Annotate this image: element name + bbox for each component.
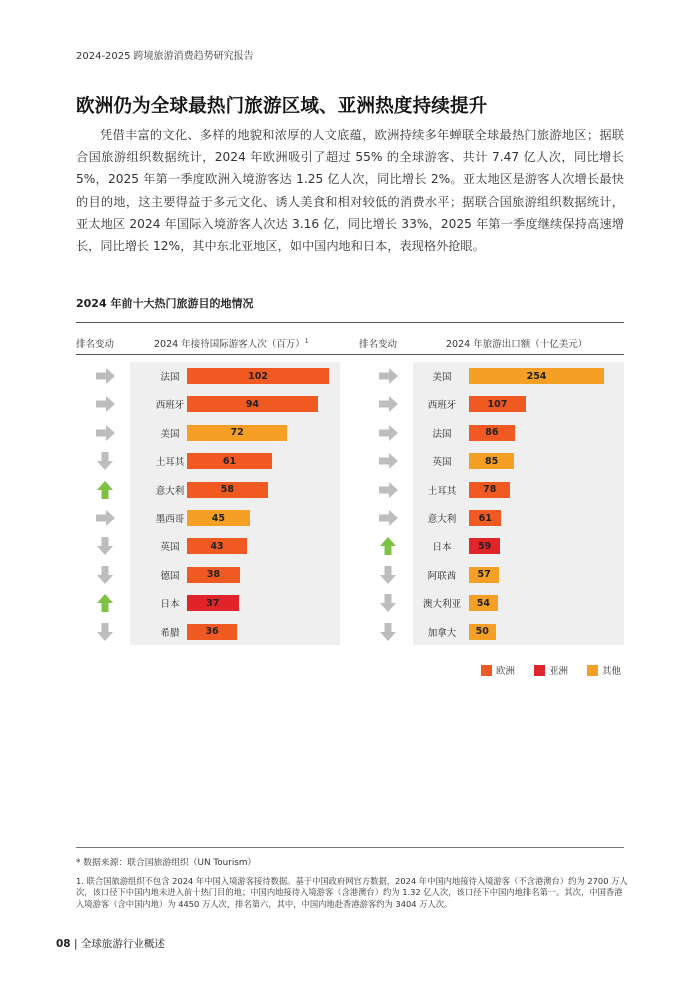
- left-bar: 37: [187, 595, 239, 611]
- legend-label-other: 其他: [602, 666, 622, 677]
- left-category-label: 法国: [160, 372, 180, 383]
- left-category-label: 英国: [160, 542, 180, 554]
- left-bar: 43: [187, 538, 247, 554]
- right-bar: 85: [469, 453, 514, 469]
- left-rank-header: 排名变动: [76, 339, 115, 350]
- right-bar: 54: [469, 595, 498, 611]
- legend-label-europe: 欧洲: [496, 666, 516, 677]
- right-bar: 78: [469, 482, 510, 498]
- footnote-rule: [76, 847, 624, 848]
- left-bar: 45: [187, 510, 250, 526]
- right-category-label: 美国: [432, 372, 452, 383]
- right-category-label: 土耳其: [427, 485, 457, 497]
- left-rank-change-flat-icon: [94, 366, 116, 386]
- right-bar: 254: [469, 368, 604, 384]
- left-rank-change-down-icon: [94, 451, 116, 471]
- right-rank-change-flat-icon: [377, 423, 399, 443]
- legend-label-asia: 亚洲: [549, 666, 569, 677]
- left-rank-change-flat-icon: [94, 508, 116, 528]
- left-rank-change-down-icon: [94, 536, 116, 556]
- left-category-label: 西班牙: [155, 400, 185, 412]
- legend-swatch-asia: [534, 665, 545, 676]
- right-category-label: 法国: [432, 428, 452, 440]
- right-category-label: 日本: [432, 542, 452, 554]
- footnote: 1. 联合国旅游组织不包含 2024 年中国入境游客接待数据。基于中国政府网官方数据，2024 年中国内地接待入境游客（不含港澳台）约为 2700 万人次，该口径下中国内地未进入前十热门目的地；中国内地接待入境游客（含港澳台）约为 1.32 亿人次，该口径下中国内地排名第一。其次，中国香港入境游客（含中国内地）为 4450 万人次，排名第六，其中，中国内地赴香港游客约为 3404 万人次。: [76, 876, 628, 909]
- left-category-label: 美国: [160, 428, 180, 440]
- left-rank-change-up-icon: [94, 593, 116, 613]
- right-category-label: 西班牙: [427, 400, 457, 412]
- right-chart-title: 2024 年旅游出口额（十亿美元）: [446, 339, 588, 350]
- left-rank-change-down-icon: [94, 565, 116, 585]
- page-number: 08: [56, 938, 71, 950]
- right-rank-change-flat-icon: [377, 480, 399, 500]
- left-bar: 36: [187, 624, 237, 640]
- data-source: * 数据来源：联合国旅游组织（UN Tourism）: [76, 858, 257, 868]
- page-footer: [56, 936, 165, 951]
- left-chart-title: 2024 年接待国际游客人次（百万）$^1$: [154, 337, 309, 350]
- footer-divider: |: [73, 938, 81, 950]
- left-rank-change-up-icon: [94, 480, 116, 500]
- body-paragraph: 凭借丰富的文化、多样的地貌和浓厚的人文底蕴，欧洲持续多年蝉联全球最热门旅游地区；据联合国旅游组织数据统计，2024 年欧洲吸引了超过 55% 的全球游客、共计 7.47 亿人次，同比增长 5%，2025 年第一季度欧洲入境游客达 1.25 亿人次，同比增长 2%。亚太地区是游客人次增长最快的目的地，这主要得益于多元文化、诱人美食和相对较低的消费水平；据联合国旅游组织数据统计，亚太地区 2024 年国际入境游客人次达 3.16 亿，同比增长 33%，2025 年第一季度继续保持高速增长，同比增长 12%，其中东北亚地区，如中国内地和日本，表现格外抢眼。: [76, 128, 624, 254]
- right-category-label: 英国: [432, 457, 452, 469]
- left-rank-change-down-icon: [94, 622, 116, 642]
- left-category-label: 土耳其: [155, 457, 185, 469]
- right-bar: 57: [469, 567, 499, 583]
- right-bar: 50: [469, 624, 496, 640]
- left-bar: 61: [187, 453, 272, 469]
- left-bar: 94: [187, 396, 318, 412]
- right-category-label: 意大利: [427, 514, 457, 525]
- left-category-label: 希腊: [160, 627, 180, 639]
- right-category-label: 加拿大: [427, 627, 457, 639]
- figure-title: 2024 年前十大热门旅游目的地情况: [76, 297, 254, 310]
- right-bar: 107: [469, 396, 526, 412]
- right-category-label: 阿联酋: [427, 570, 457, 582]
- legend-swatch-europe: [481, 665, 492, 676]
- legend-other: [587, 663, 621, 677]
- left-category-label: 墨西哥: [155, 514, 185, 525]
- right-bar: 61: [469, 510, 501, 526]
- right-rank-header: 排名变动: [359, 339, 398, 350]
- footer-section: 全球旅游行业概述: [80, 938, 165, 950]
- right-category-label: 澳大利亚: [422, 599, 461, 611]
- left-rank-change-flat-icon: [94, 423, 116, 443]
- right-rank-change-flat-icon: [377, 508, 399, 528]
- right-bar: 59: [469, 538, 500, 554]
- right-bar: 86: [469, 425, 515, 441]
- left-bar: 38: [187, 567, 240, 583]
- figure-top-rule: [76, 322, 624, 323]
- right-rank-change-up-icon: [377, 536, 399, 556]
- right-rank-change-down-icon: [377, 593, 399, 613]
- legend-europe: [481, 663, 515, 677]
- right-rank-change-flat-icon: [377, 394, 399, 414]
- report-header: 2024-2025 跨境旅游消费趋势研究报告: [76, 51, 254, 62]
- left-category-label: 意大利: [155, 485, 185, 497]
- left-category-label: 德国: [160, 570, 180, 582]
- left-bar: 72: [187, 425, 287, 441]
- section-title: 欧洲仍为全球最热门旅游区域、亚洲热度持续提升: [76, 96, 488, 117]
- right-rank-change-flat-icon: [377, 451, 399, 471]
- left-category-label: 日本: [160, 599, 180, 611]
- left-bar: 102: [187, 368, 329, 384]
- right-rank-change-down-icon: [377, 565, 399, 585]
- right-rank-change-down-icon: [377, 622, 399, 642]
- legend-asia: [534, 663, 568, 677]
- left-rank-change-flat-icon: [94, 394, 116, 414]
- right-rank-change-flat-icon: [377, 366, 399, 386]
- left-bar: 58: [187, 482, 268, 498]
- legend-swatch-other: [587, 665, 598, 676]
- header-rule: [76, 354, 624, 355]
